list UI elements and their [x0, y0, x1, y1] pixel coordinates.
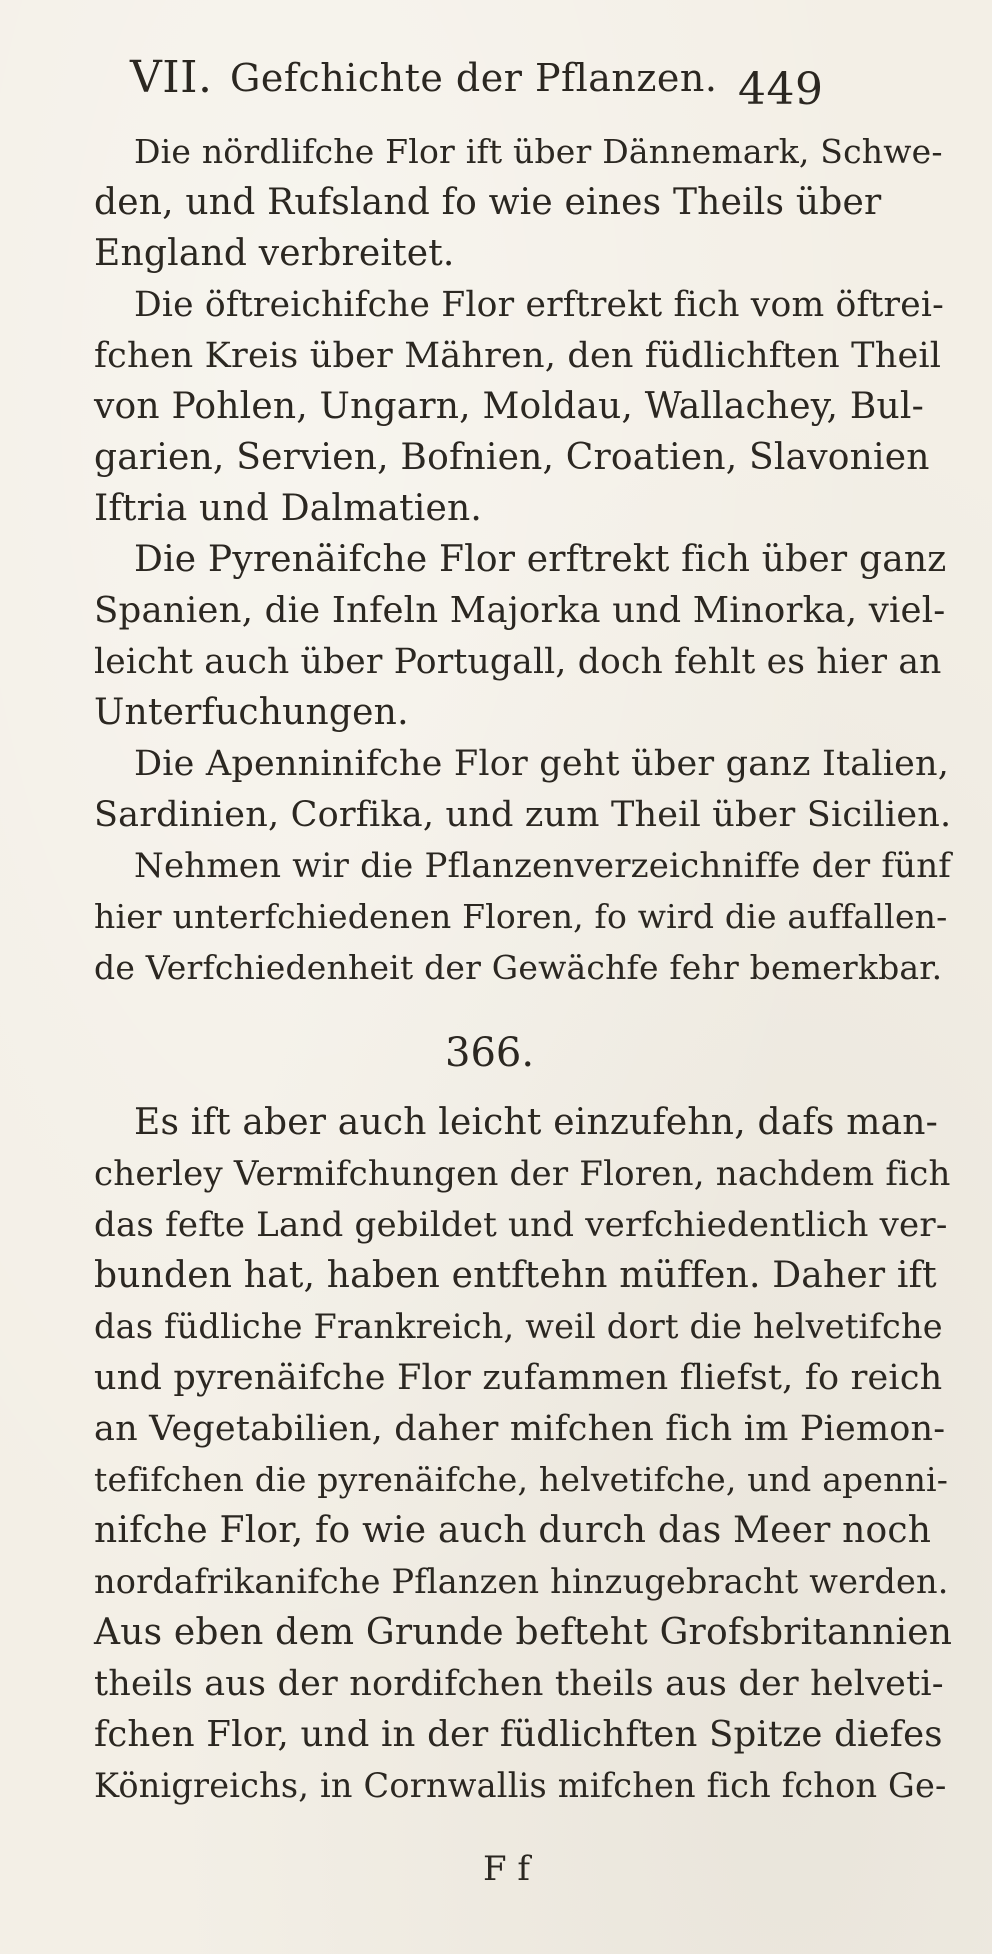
- text-line: an Vegetabilien, daher mifchen fich im Piemon-: [94, 1409, 946, 1449]
- text-line: Iftria und Dalmatien.: [94, 488, 483, 529]
- running-title: Gefchichte der Pflanzen.: [230, 56, 718, 100]
- text-line: Es ift aber auch leicht einzufehn, dafs man-: [134, 1102, 938, 1143]
- text-line: Aus eben dem Grunde befteht Grofsbritannien: [94, 1612, 953, 1653]
- text-line: garien, Servien, Bofnien, Croatien, Slavonien: [94, 437, 930, 478]
- signature-mark: F f: [483, 1849, 530, 1889]
- text-line: hier unterfchiedenen Floren, fo wird die auffallen-: [94, 897, 948, 936]
- text-line: Die öftreichifche Flor erftrekt fich vom öftrei-: [134, 285, 944, 325]
- text-line: Spanien, die Infeln Majorka und Minorka, viel-: [94, 590, 946, 631]
- text-line: den, und Rufsland fo wie eines Theils über: [94, 182, 882, 223]
- text-line: nordafrikanifche Pflanzen hinzugebracht werden.: [94, 1562, 949, 1601]
- text-line: von Pohlen, Ungarn, Moldau, Wallachey, Bul-: [94, 386, 924, 427]
- text-line: theils aus der nordifchen theils aus der helveti-: [94, 1664, 944, 1704]
- text-line: Unterfuchungen.: [94, 692, 409, 733]
- text-line: cherley Vermifchungen der Floren, nachdem fich: [94, 1154, 951, 1194]
- text-line: Sardinien, Corfika, und zum Theil über Sicilien.: [94, 795, 952, 835]
- text-line: Nehmen wir die Pflanzenverzeichniffe der fünf: [134, 846, 952, 886]
- text-line: nifche Flor, fo wie auch durch das Meer noch: [94, 1510, 932, 1551]
- text-line: tefifchen die pyrenäifche, helvetifche, und apenni-: [94, 1460, 949, 1499]
- chapter-number: VII.: [130, 52, 213, 103]
- text-line: Die Apenninifche Flor geht über ganz Italien,: [134, 744, 950, 784]
- text-line: Die nördlifche Flor ift über Dännemark, Schwe-: [134, 132, 943, 171]
- running-header: [130, 38, 890, 118]
- text-line: das fefte Land gebildet und verfchiedentlich ver-: [94, 1205, 948, 1245]
- section-number: 366.: [445, 1030, 535, 1076]
- page-number: 449: [738, 64, 824, 115]
- text-line: und pyrenäifche Flor zufammen fliefst, fo reich: [94, 1358, 943, 1398]
- text-line: Königreichs, in Cornwallis mifchen fich fchon Ge-: [94, 1766, 947, 1805]
- text-line: das füdliche Frankreich, weil dort die helvetifche: [94, 1307, 943, 1346]
- text-line: de Verfchiedenheit der Gewächfe fehr bemerkbar.: [94, 948, 943, 987]
- text-line: leicht auch über Portugall, doch fehlt es hier an: [94, 642, 942, 682]
- text-line: England verbreitet.: [94, 233, 455, 274]
- text-line: fchen Kreis über Mähren, den füdlichften Theil: [94, 336, 942, 376]
- text-line: Die Pyrenäifche Flor erftrekt fich über ganz: [134, 539, 947, 580]
- text-line: fchen Flor, und in der füdlichften Spitze diefes: [94, 1714, 943, 1755]
- text-line: bunden hat, haben entftehn müffen. Daher ift: [94, 1255, 937, 1296]
